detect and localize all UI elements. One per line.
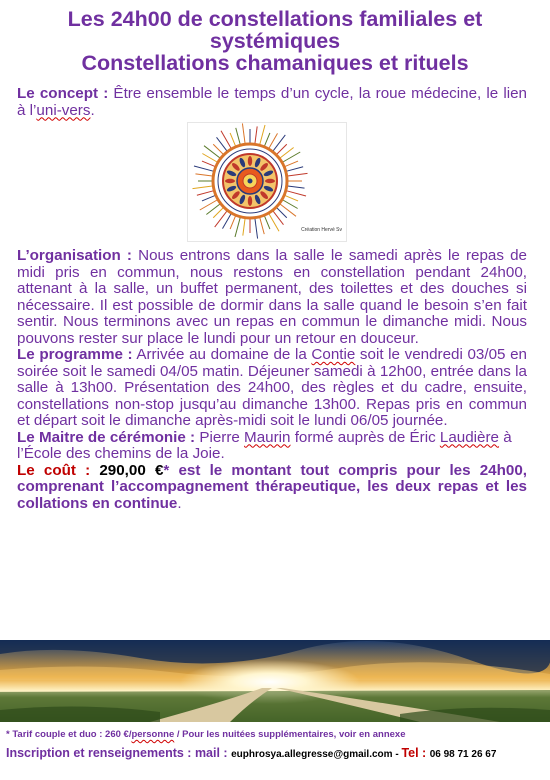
cout-end: .	[177, 494, 182, 512]
image-credit: Création Hervé Sv	[301, 226, 342, 233]
concept-paragraph	[17, 86, 527, 119]
page-title	[10, 8, 540, 78]
main-content	[17, 86, 527, 512]
tarif-text-b: personne	[131, 729, 175, 740]
cout-text: * est le montant tout compris pour les 24h00, comprenant l’accompagnement thérapeutique, les deux repas et les collations en continue	[17, 461, 528, 512]
maitre-trainer: Laudière	[439, 428, 500, 446]
tarif-text-a: * Tarif couple et duo : 260 €/	[6, 729, 132, 740]
programme-text: Arrivée au domaine de la	[132, 346, 312, 363]
mail-address[interactable]: euphrosya.allegresse@gmail.com	[231, 749, 393, 760]
medicine-wheel-image	[187, 122, 347, 242]
concept-text-end: .	[90, 101, 95, 119]
maitre-text-e: à l’École des chemins de la Joie.	[17, 428, 512, 462]
maitre-paragraph	[17, 430, 527, 463]
programme-text-rest: soit le vendredi 03/05 en soirée soit le samedi 04/05 matin. Déjeuner samedi à 12h00, entrée dans la salle à 13h00. Présentation des 24h00, des règles et du cadre, ensuite, constellations non-stop jusqu’au dimanche 13h00. Repas pris en commun et départ soit le dimanche après-midi soit le lundi 06/05 journée.	[17, 346, 527, 429]
concept-text-underlined: uni-vers	[36, 101, 91, 119]
mail-label: mail :	[194, 746, 232, 760]
maitre-label: Le Maitre de cérémonie :	[17, 428, 196, 446]
cout-amount: 290,00 €	[90, 461, 164, 479]
concept-text: Être ensemble le temps d’un cycle, la roue médecine, le lien à l’	[17, 85, 527, 119]
organisation-text: Nous entrons dans la salle le samedi après le repas de midi pris en commun, nous restons en constellation pendant 24h00, attenant à la salle, un buffet permanent, des toilettes et des douches si nécessaire. Il est possible de dormir dans la salle quand le besoin s’en fait sentir. Nous terminons avec un repas en commun le dimanche midi. Nous pouvons rester sur place le lundi pour un retour en douceur.	[17, 247, 527, 347]
concept-label: Le concept :	[17, 85, 109, 102]
maitre-text-a: Pierre	[195, 428, 245, 446]
title-line-2: systémiques	[209, 29, 341, 53]
landscape-image	[0, 640, 550, 722]
programme-label: Le programme :	[17, 346, 133, 363]
programme-place: Contie	[311, 346, 356, 363]
title-line-3: Constellations chamaniques et rituels	[81, 51, 469, 75]
inscription-label: Inscription et renseignements :	[6, 746, 195, 760]
tarif-note	[6, 729, 546, 740]
maitre-text-c: formé auprès de Éric	[290, 428, 440, 446]
landscape-banner	[0, 640, 550, 722]
contact-separator: -	[392, 749, 402, 760]
title-line-1: Les 24h00 de constellations familiales et	[67, 8, 483, 31]
cout-label: Le coût :	[17, 461, 91, 479]
tel-label: Tel :	[401, 746, 430, 760]
contact-line	[6, 746, 546, 760]
tel-number[interactable]: 06 98 71 26 67	[429, 749, 497, 760]
tarif-text-c: / Pour les nuitées supplémentaires, voir en annexe	[174, 729, 406, 740]
maitre-name: Maurin	[244, 428, 291, 446]
programme-paragraph	[17, 347, 527, 430]
organisation-paragraph	[17, 248, 527, 347]
cout-paragraph	[17, 463, 527, 513]
organisation-label: L’organisation :	[17, 247, 132, 264]
